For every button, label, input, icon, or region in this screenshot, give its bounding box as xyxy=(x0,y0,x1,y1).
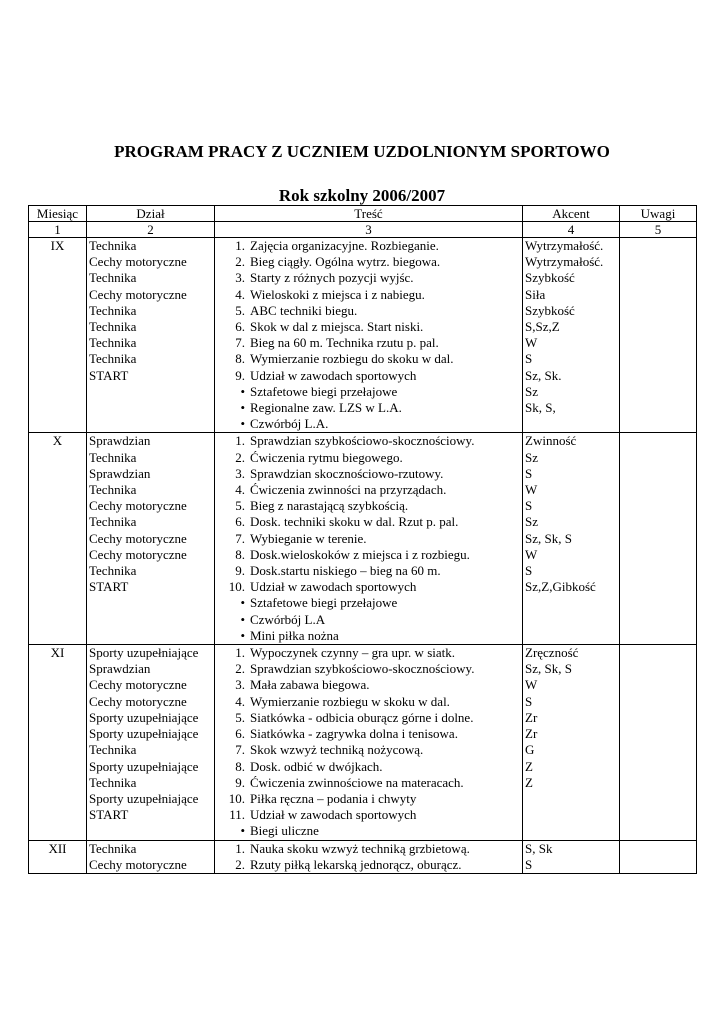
item-number: 9. xyxy=(235,367,245,383)
content-text: Czwórbój L.A. xyxy=(250,416,329,432)
content-text: Mała zabawa biegowa. xyxy=(250,677,370,693)
accent-value: Wytrzymałość. xyxy=(525,254,604,270)
accent-value: Siła xyxy=(525,286,546,302)
section-label: Cechy motoryczne xyxy=(89,693,187,709)
content-item xyxy=(215,775,520,791)
content-cell xyxy=(215,433,523,645)
section-label: Technika xyxy=(89,742,137,758)
content-text: Biegi uliczne xyxy=(250,823,319,839)
section-cell xyxy=(87,645,215,840)
content-item xyxy=(215,400,520,416)
section-label: Cechy motoryczne xyxy=(89,286,187,302)
section-label: Technika xyxy=(89,270,137,286)
column-header-content: Treść xyxy=(215,206,523,222)
table-body xyxy=(29,238,697,874)
content-cell xyxy=(215,645,523,840)
section-label: Sprawdzian xyxy=(89,661,151,677)
accent-value: Zręczność xyxy=(525,645,579,661)
item-number: 3. xyxy=(235,677,245,693)
content-item xyxy=(215,710,520,726)
column-number: 2 xyxy=(87,222,215,238)
content-text: Skok wzwyż techniką nożycową. xyxy=(250,742,424,758)
content-text: Starty z różnych pozycji wyjśc. xyxy=(250,270,414,286)
content-text: Dosk. odbić w dwójkach. xyxy=(250,758,383,774)
accent-value: S xyxy=(525,856,533,872)
section-label: Technika xyxy=(89,351,137,367)
content-text: Skok w dal z miejsca. Start niski. xyxy=(250,319,424,335)
section-label: Sporty uzupełniające xyxy=(89,645,199,661)
accent-value: Sz, Sk, S xyxy=(525,661,572,677)
bullet-icon: • xyxy=(240,627,245,643)
item-number: 4. xyxy=(235,286,245,302)
content-item xyxy=(215,595,520,611)
content-text: Bieg ciągły. Ogólna wytrz. biegowa. xyxy=(250,254,441,270)
section-label: Technika xyxy=(89,319,137,335)
accent-value: Sz xyxy=(525,514,538,530)
content-text: Udział w zawodach sportowych xyxy=(250,367,417,383)
content-text: ABC techniki biegu. xyxy=(250,302,358,318)
item-number: 5. xyxy=(235,709,245,725)
bullet-icon: • xyxy=(240,400,245,416)
content-item xyxy=(215,645,520,661)
item-number: 9. xyxy=(235,563,245,579)
content-cell xyxy=(215,238,523,433)
content-text: Udział w zawodach sportowych xyxy=(250,579,417,595)
content-text: Czwórbój L.A xyxy=(250,611,326,627)
content-text: Dosk.startu niskiego – bieg na 60 m. xyxy=(250,563,441,579)
content-item xyxy=(215,335,520,351)
section-label: Sporty uzupełniające xyxy=(89,726,199,742)
notes-cell xyxy=(620,238,697,433)
content-item xyxy=(215,287,520,303)
notes-cell xyxy=(620,433,697,645)
section-label: Sprawdzian xyxy=(89,433,151,449)
program-table xyxy=(28,205,697,874)
item-number: 2. xyxy=(235,254,245,270)
item-number: 6. xyxy=(235,514,245,530)
accent-value: S xyxy=(525,693,533,709)
content-text: Bieg na 60 m. Technika rzutu p. pal. xyxy=(250,335,439,351)
content-item xyxy=(215,303,520,319)
content-item xyxy=(215,466,520,482)
accent-cell xyxy=(523,645,620,840)
content-item xyxy=(215,368,520,384)
content-text: Wypoczynek czynny – gra upr. w siatk. xyxy=(250,645,455,661)
table-row xyxy=(29,840,697,873)
month-cell: X xyxy=(29,433,87,645)
month-cell: XI xyxy=(29,645,87,840)
item-number: 2. xyxy=(235,449,245,465)
content-text: Siatkówka - odbicia oburącz górne i dolne. xyxy=(250,709,474,725)
accent-value: Sk, S, xyxy=(525,400,556,416)
content-item xyxy=(215,514,520,530)
notes-cell xyxy=(620,645,697,840)
content-text: Zajęcia organizacyjne. Rozbieganie. xyxy=(250,238,439,253)
content-item xyxy=(215,531,520,547)
column-header-notes: Uwagi xyxy=(620,206,697,222)
section-label: Cechy motoryczne xyxy=(89,856,187,872)
item-number: 8. xyxy=(235,351,245,367)
content-item xyxy=(215,612,520,628)
content-item xyxy=(215,270,520,286)
content-item xyxy=(215,416,520,432)
item-number: 2. xyxy=(235,661,245,677)
accent-value: Sz, Sk. xyxy=(525,367,562,383)
item-number: 1. xyxy=(235,645,245,661)
content-text: Sprawdzian szybkościowo-skocznościowy. xyxy=(250,433,475,449)
content-text: Sprawdzian skocznościowo-rzutowy. xyxy=(250,465,444,481)
content-item xyxy=(215,254,520,270)
content-text: Rzuty piłką lekarską jednorącz, oburącz. xyxy=(250,856,462,872)
column-header-month: Miesiąc xyxy=(29,206,87,222)
section-label: Technika xyxy=(89,302,137,318)
section-label: Sporty uzupełniające xyxy=(89,758,199,774)
bullet-icon: • xyxy=(240,611,245,627)
accent-value: S, Sk xyxy=(525,840,553,856)
section-label: Cechy motoryczne xyxy=(89,677,187,693)
bullet-icon: • xyxy=(240,383,245,399)
item-number: 10. xyxy=(228,579,245,595)
content-text: Piłka ręczna – podania i chwyty xyxy=(250,790,417,806)
content-item xyxy=(215,791,520,807)
content-text: Sztafetowe biegi przełajowe xyxy=(250,595,398,611)
section-label: Technika xyxy=(89,449,137,465)
item-number: 5. xyxy=(235,302,245,318)
table-row xyxy=(29,645,697,840)
item-number: 4. xyxy=(235,482,245,498)
content-item xyxy=(215,677,520,693)
item-number: 7. xyxy=(235,742,245,758)
content-text: Ćwiczenia zwinnościowe na materacach. xyxy=(250,774,464,790)
section-label: Technika xyxy=(89,238,137,253)
section-cell xyxy=(87,433,215,645)
section-label: START xyxy=(89,807,129,823)
item-number: 3. xyxy=(235,465,245,481)
content-item xyxy=(215,563,520,579)
section-cell xyxy=(87,238,215,433)
section-label: Cechy motoryczne xyxy=(89,254,187,270)
content-text: Regionalne zaw. LZS w L.A. xyxy=(250,400,402,416)
content-item xyxy=(215,498,520,514)
month-cell: XII xyxy=(29,840,87,873)
content-text: Ćwiczenia zwinności na przyrządach. xyxy=(250,482,447,498)
accent-value: S xyxy=(525,498,533,514)
section-label: Technika xyxy=(89,840,137,856)
school-year-subtitle: Rok szkolny 2006/2007 xyxy=(278,186,446,205)
item-number: 1. xyxy=(235,238,245,253)
bullet-icon: • xyxy=(240,595,245,611)
section-label: Technika xyxy=(89,774,137,790)
content-item xyxy=(215,857,520,873)
section-label: Sporty uzupełniające xyxy=(89,790,199,806)
content-item xyxy=(215,547,520,563)
column-number: 1 xyxy=(29,222,87,238)
content-text: Sprawdzian szybkościowo-skocznościowy. xyxy=(250,661,475,677)
bullet-icon: • xyxy=(240,823,245,839)
accent-value: S xyxy=(525,351,533,367)
accent-value: S xyxy=(525,563,533,579)
accent-value: Zwinność xyxy=(525,433,577,449)
accent-value: S xyxy=(525,465,533,481)
content-text: Siatkówka - zagrywka dolna i tenisowa. xyxy=(250,726,458,742)
content-item xyxy=(215,759,520,775)
content-item xyxy=(215,628,520,644)
accent-cell xyxy=(523,238,620,433)
item-number: 8. xyxy=(235,758,245,774)
column-number-row xyxy=(29,222,697,238)
content-item xyxy=(215,694,520,710)
section-label: Cechy motoryczne xyxy=(89,498,187,514)
accent-value: W xyxy=(525,482,538,498)
accent-value: Z xyxy=(525,758,533,774)
accent-value: Zr xyxy=(525,709,538,725)
accent-value: W xyxy=(525,546,538,562)
content-text: Wieloskoki z miejsca i z nabiegu. xyxy=(250,286,425,302)
section-label: Technika xyxy=(89,514,137,530)
item-number: 3. xyxy=(235,270,245,286)
section-label: Sprawdzian xyxy=(89,465,151,481)
accent-value: W xyxy=(525,677,538,693)
accent-value: Z xyxy=(525,774,533,790)
accent-value: Sz, Sk, S xyxy=(525,530,572,546)
item-number: 1. xyxy=(235,840,245,856)
content-item xyxy=(215,319,520,335)
content-text: Nauka skoku wzwyż techniką grzbietową. xyxy=(250,840,470,856)
content-text: Wymierzanie rozbiegu do skoku w dal. xyxy=(250,351,454,367)
content-item xyxy=(215,726,520,742)
accent-value: Sz xyxy=(525,383,538,399)
content-text: Wybieganie w terenie. xyxy=(250,530,367,546)
content-item xyxy=(215,807,520,823)
content-item xyxy=(215,450,520,466)
item-number: 4. xyxy=(235,693,245,709)
item-number: 9. xyxy=(235,774,245,790)
content-text: Dosk.wieloskoków z miejsca i z rozbiegu. xyxy=(250,546,470,562)
content-item xyxy=(215,841,520,857)
table-row xyxy=(29,238,697,433)
table-row xyxy=(29,433,697,645)
content-text: Udział w zawodach sportowych xyxy=(250,807,417,823)
document-title: PROGRAM PRACY Z UCZNIEM UZDOLNIONYM SPORTOWO xyxy=(114,142,610,161)
accent-value: Szybkość xyxy=(525,270,575,286)
accent-value: S,Sz,Z xyxy=(525,319,560,335)
item-number: 7. xyxy=(235,335,245,351)
content-item xyxy=(215,823,520,839)
notes-cell xyxy=(620,840,697,873)
bullet-icon: • xyxy=(240,416,245,432)
accent-value: Sz xyxy=(525,449,538,465)
item-number: 10. xyxy=(228,790,245,806)
content-text: Dosk. techniki skoku w dal. Rzut p. pal. xyxy=(250,514,459,530)
accent-value: Szybkość xyxy=(525,302,575,318)
item-number: 11. xyxy=(229,807,245,823)
accent-value: Zr xyxy=(525,726,538,742)
section-label: Sporty uzupełniające xyxy=(89,709,199,725)
section-label: Technika xyxy=(89,563,137,579)
content-item xyxy=(215,661,520,677)
accent-cell xyxy=(523,840,620,873)
content-item xyxy=(215,579,520,595)
content-text: Mini piłka nożna xyxy=(250,627,339,643)
section-cell xyxy=(87,840,215,873)
content-item xyxy=(215,433,520,449)
item-number: 2. xyxy=(235,856,245,872)
section-label: START xyxy=(89,367,129,383)
content-text: Ćwiczenia rytmu biegowego. xyxy=(250,449,403,465)
section-label: Cechy motoryczne xyxy=(89,546,187,562)
column-header-accent: Akcent xyxy=(523,206,620,222)
content-item xyxy=(215,742,520,758)
accent-value: Wytrzymałość. xyxy=(525,238,604,253)
accent-cell xyxy=(523,433,620,645)
section-label: Technika xyxy=(89,482,137,498)
section-label: START xyxy=(89,579,129,595)
item-number: 7. xyxy=(235,530,245,546)
column-number: 5 xyxy=(620,222,697,238)
section-label: Technika xyxy=(89,335,137,351)
accent-value: W xyxy=(525,335,538,351)
item-number: 1. xyxy=(235,433,245,449)
month-cell: IX xyxy=(29,238,87,433)
item-number: 6. xyxy=(235,319,245,335)
content-item xyxy=(215,351,520,367)
column-number: 3 xyxy=(215,222,523,238)
content-text: Bieg z narastającą szybkością. xyxy=(250,498,409,514)
column-header-section: Dział xyxy=(87,206,215,222)
content-cell xyxy=(215,840,523,873)
item-number: 8. xyxy=(235,546,245,562)
content-item xyxy=(215,482,520,498)
column-number: 4 xyxy=(523,222,620,238)
content-item xyxy=(215,384,520,400)
item-number: 6. xyxy=(235,726,245,742)
content-text: Sztafetowe biegi przełajowe xyxy=(250,383,398,399)
header-row xyxy=(29,206,697,222)
content-item xyxy=(215,238,520,254)
content-text: Wymierzanie rozbiegu w skoku w dal. xyxy=(250,693,450,709)
accent-value: G xyxy=(525,742,535,758)
section-label: Cechy motoryczne xyxy=(89,530,187,546)
item-number: 5. xyxy=(235,498,245,514)
accent-value: Sz,Z,Gibkość xyxy=(525,579,596,595)
